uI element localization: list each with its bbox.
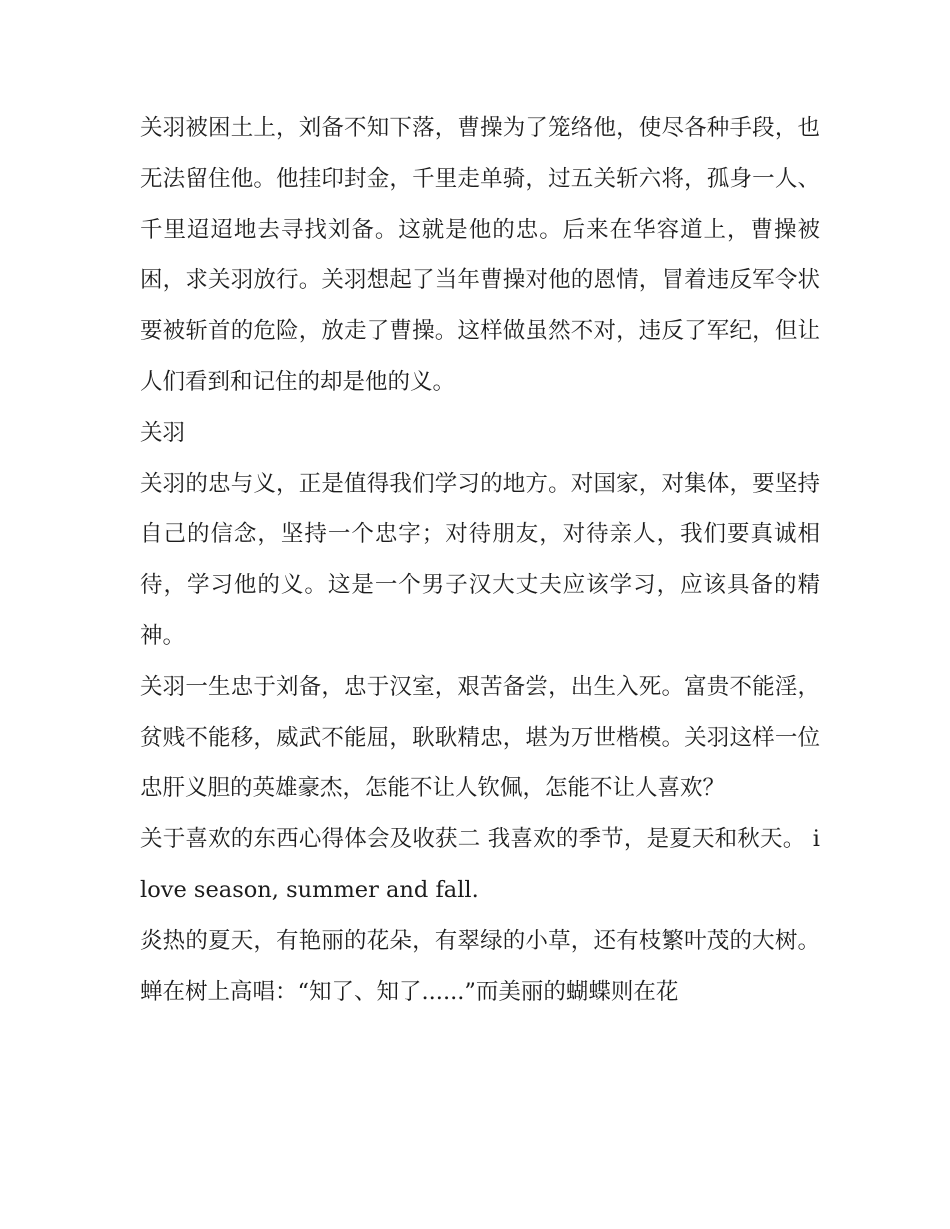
paragraph-summer-description: 炎热的夏天，有艳丽的花朵，有翠绿的小草，还有枝繁叶茂的大树。蝉在树上高唱：“知了、知了......”而美丽的蝴蝶则在花	[140, 927, 820, 1005]
paragraph-guanyu-lesson: 关羽的忠与义，正是值得我们学习的地方。对国家，对集体，要坚持自己的信念，坚持一个忠字；对待朋友，对待亲人，我们要真诚相待，学习他的义。这是一个男子汉大丈夫应该学习，应该具备的精神。	[140, 470, 820, 649]
paragraph-guanyu-praise: 关羽一生忠于刘备，忠于汉室，艰苦备尝，出生入死。富贵不能淫，贫贱不能移，威武不能屈，耿耿精忠，堪为万世楷模。关羽这样一位忠肝义胆的英雄豪杰，怎能不让人钦佩，怎能不让人喜欢？	[140, 673, 820, 802]
paragraph-favorite-season-intro: 关于喜欢的东西心得体会及收获二 我喜欢的季节，是夏天和秋天。 i love season, summer and fall.	[140, 826, 820, 903]
paragraph-guanyu-heading: 关羽	[140, 419, 186, 446]
paragraph-guanyu-loyalty-story: 关羽被困土上，刘备不知下落，曹操为了笼络他，使尽各种手段，也无法留住他。他挂印封金，千里走单骑，过五关斩六将，孤身一人、千里迢迢地去寻找刘备。这就是他的忠。后来在华容道上，曹操被困，求关羽放行。关羽想起了当年曹操对他的恩情，冒着违反军令状要被斩首的危险，放走了曹操。这样做虽然不对，违反了军纪，但让人们看到和记住的却是他的义。	[140, 115, 820, 395]
document-page	[140, 103, 820, 1017]
